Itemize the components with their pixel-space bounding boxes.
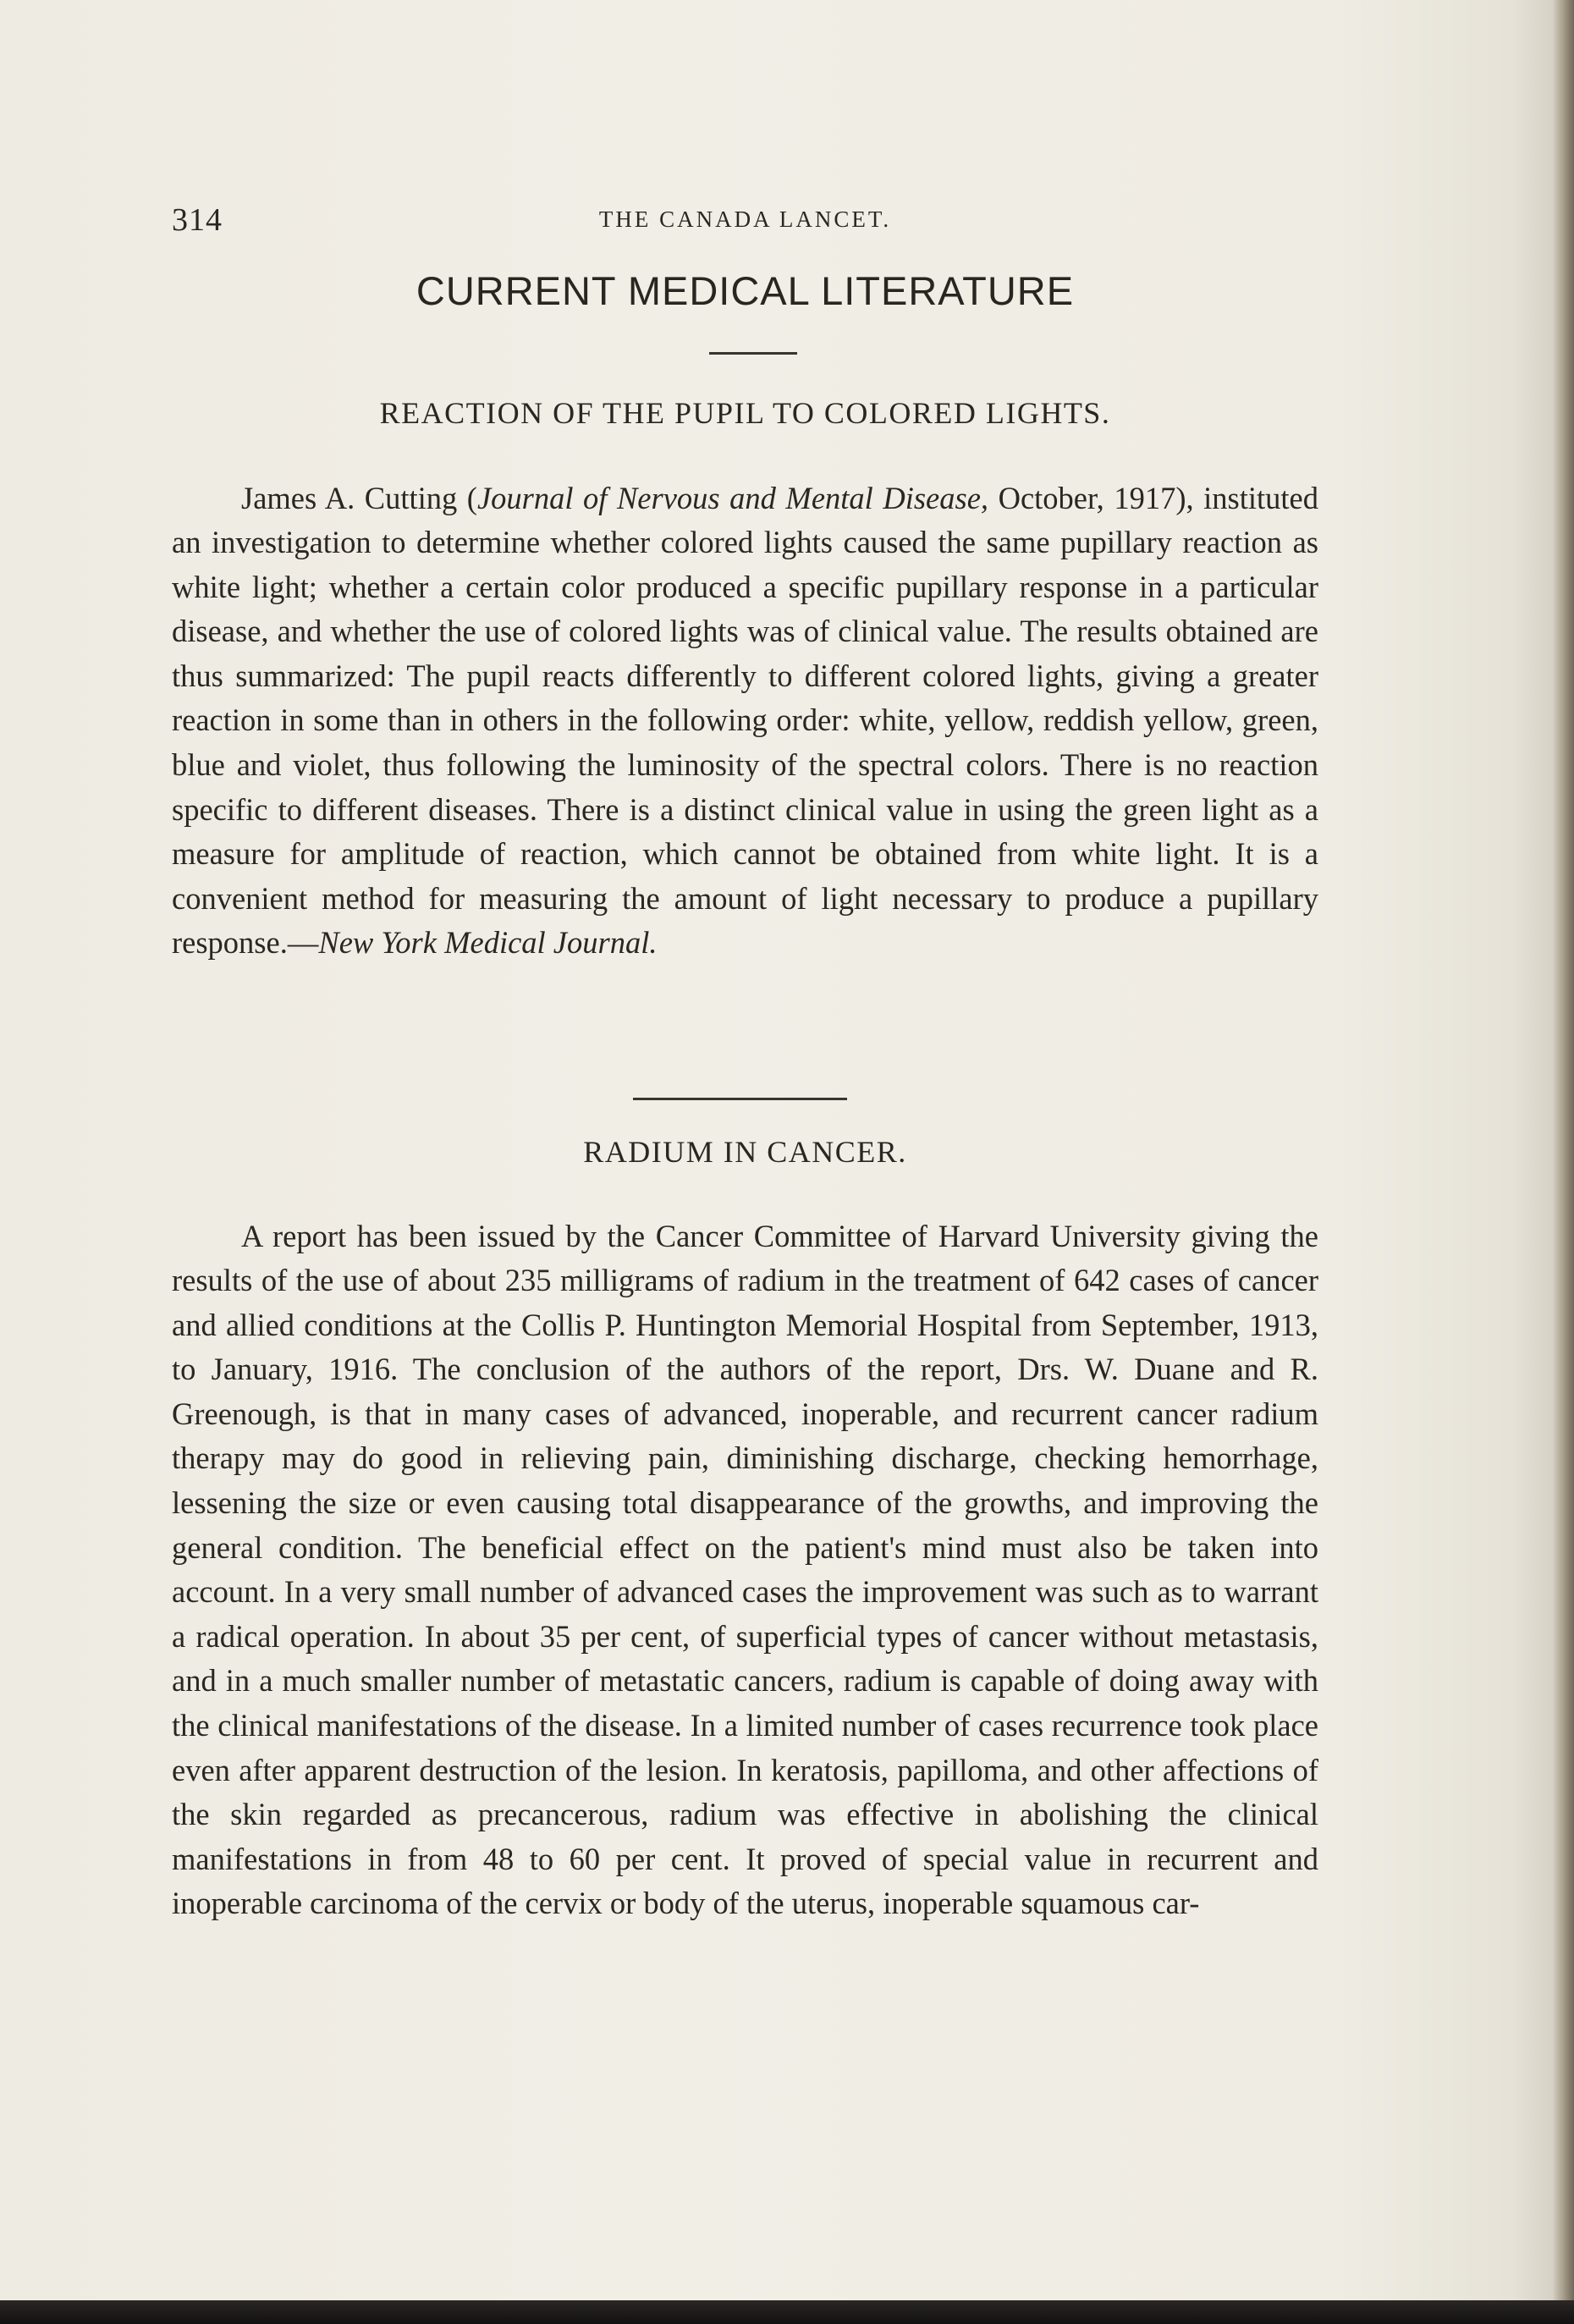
article-source: New York Medical Journal. (318, 925, 658, 961)
article-title-radium-cancer: RADIUM IN CANCER. (583, 1135, 907, 1169)
article-author: James A. Cutting ( (241, 480, 477, 515)
page-number: 314 (172, 202, 223, 238)
article-text: October, 1917), instituted an investigation to determine whether colored lights caused the same pupillary reaction as white light; whether a certain color produced a specific pupillary response in a particular disease, and whether the use of colored lights was of clinical value. The results obtained are thus summarized: The pupil reacts differently to different colored lights, giving a greater reaction in some than in others in the following order: white, yellow, reddish yellow, green, blue and violet, thus following the luminosity of the spectral colors. There is no reaction specific to different diseases. There is a distinct clinical value in using the green light as a measure for amplitude of reaction, which cannot be obtained from white light. It is a convenient method for measuring the amount of light necessary to produce a pupillary response.— (172, 480, 1319, 961)
running-head (172, 201, 1318, 244)
article-text: A report has been issued by the Cancer Committee of Harvard University giving the results of the use of about 235 milligrams of radium in the treatment of 642 cases of cancer and allied conditions at the Collis P. Huntington Memorial Hospital from September, 1913, to January, 1916. The conclusion of the authors of the report, Drs. W. Duane and R. Greenough, is that in many cases of advanced, inoperable, and recurrent cancer radium therapy may do good in relieving pain, diminishing discharge, checking hemorrhage, lessening the size or even causing total disappearance of the growths, and improving the general condition. The beneficial effect on the patient's mind must also be taken into account. In a very small number of advanced cases the improvement was such as to warrant a radical operation. In about 35 per cent, of superficial types of cancer without metastasis, and in a much smaller number of metastatic cancers, radium is capable of doing away with the clinical manifestations of the disease. In a limited number of cases recurrence took place even after apparent destruction of the lesion. In keratosis, papilloma, and other affections of the skin regarded as precancerous, radium was effective in abolishing the clinical manifestations in from 48 to 60 per cent. It proved of special value in recurrent and inoperable carcinoma of the cervix or body of the uterus, inoperable squamous car- (172, 1218, 1318, 1921)
section-divider (709, 352, 797, 355)
journal-reference: Journal of Nervous and Mental Disease, (476, 480, 989, 515)
scan-bottom-edge (0, 2300, 1574, 2324)
article-body-radium-cancer (172, 1214, 1318, 1927)
article-divider (633, 1098, 847, 1100)
article-title-pupil-reaction: REACTION OF THE PUPIL TO COLORED LIGHTS. (379, 396, 1111, 430)
journal-name: THE CANADA LANCET. (598, 207, 892, 232)
book-spine-shadow (1552, 0, 1574, 2324)
article-body-pupil-reaction (172, 476, 1318, 966)
section-title: CURRENT MEDICAL LITERATURE (416, 268, 1075, 313)
